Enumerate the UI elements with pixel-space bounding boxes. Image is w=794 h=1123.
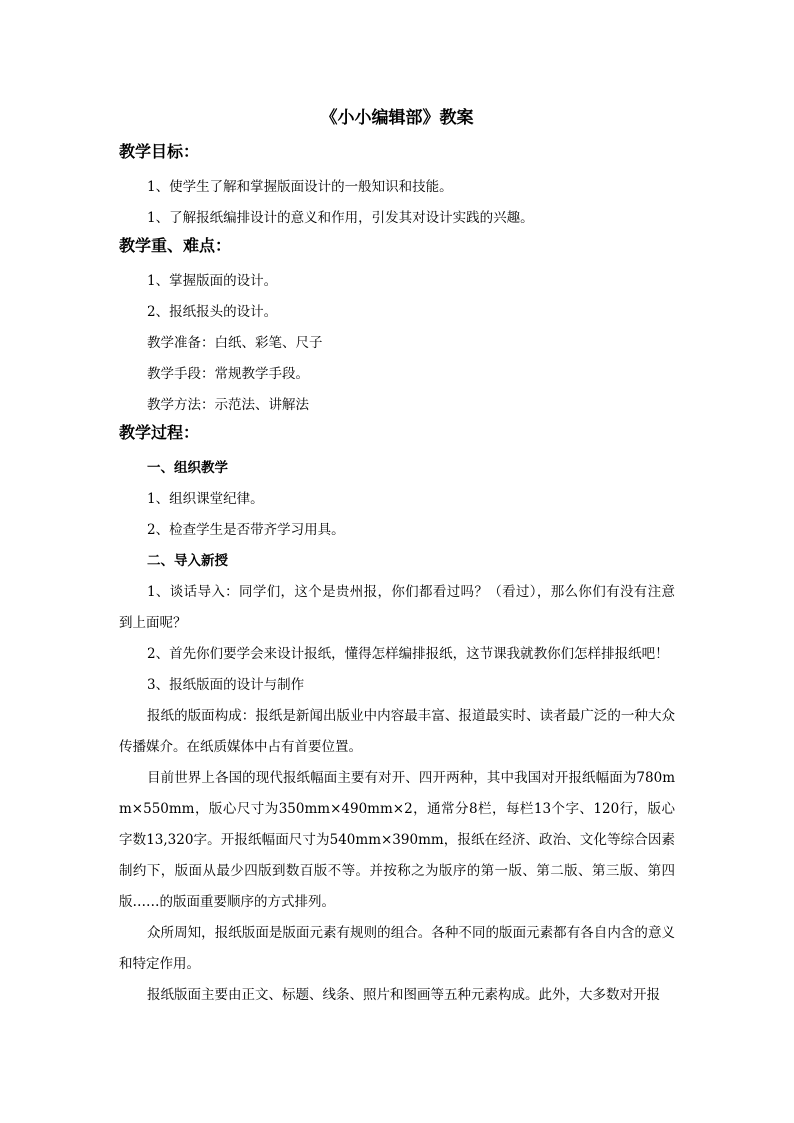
teaching-means: 教学手段：常规教学手段。	[147, 366, 309, 382]
objectives-heading: 教学目标：	[119, 142, 200, 161]
body-paragraph: 3、报纸版面的设计与制作	[147, 677, 305, 693]
teaching-methods: 教学方法：示范法、讲解法	[147, 397, 309, 413]
body-paragraph: 报纸的版面构成：报纸是新闻出版业中内容最丰富、报道最实时、读者最广泛的一种大众传播媒介。在纸质媒体中占有首要位置。	[119, 708, 675, 755]
body-paragraph: 众所周知，报纸版面是版面元素有规则的组合。各种不同的版面元素都有各自内含的意义和特定作用。	[119, 925, 675, 972]
process-item: 2、检查学生是否带齐学习用具。	[147, 522, 345, 538]
objective-item: 1、了解报纸编排设计的意义和作用，引发其对设计实践的兴趣。	[147, 210, 534, 226]
body-paragraph: 报纸版面主要由正文、标题、线条、照片和图画等五种元素构成。此外，大多数对开报	[147, 987, 660, 1003]
body-paragraph: 1、谈话导入：同学们，这个是贵州报，你们都看过吗？（看过），那么你们有没有注意到上面呢？	[119, 584, 675, 631]
objective-item: 1、使学生了解和掌握版面设计的一般知识和技能。	[147, 179, 453, 195]
teaching-preparation: 教学准备：白纸、彩笔、尺子	[147, 335, 323, 351]
body-paragraph: 目前世界上各国的现代报纸幅面主要有对开、四开两种，其中我国对开报纸幅面为780mm×550mm，版心尺寸为350mm×490mm×2，通常分8栏，每栏13个字、120行，版心字数13,320字。开报纸幅面尺寸为540mm×390mm，报纸在经济、政治、文化等综合因素制约下，版面从最少四版到数百版不等。并按称之为版序的第一版、第二版、第三版、第四版……的版面重要顺序的方式排列。	[119, 770, 675, 910]
document-body	[119, 140, 675, 1011]
section-heading-introduction: 二、导入新授	[147, 553, 228, 569]
key-points-heading: 教学重、难点：	[119, 236, 232, 255]
document-title: 《小小编辑部》教案	[320, 108, 474, 128]
body-paragraph: 2、首先你们要学会来设计报纸，懂得怎样编排报纸，这节课我就教你们怎样排报纸吧！	[147, 646, 669, 662]
process-item: 1、组织课堂纪律。	[147, 491, 264, 507]
key-point-item: 1、掌握版面的设计。	[147, 273, 278, 289]
key-point-item: 2、报纸报头的设计。	[147, 304, 278, 320]
section-heading-organize: 一、组织教学	[147, 460, 228, 476]
process-heading: 教学过程：	[119, 423, 200, 442]
